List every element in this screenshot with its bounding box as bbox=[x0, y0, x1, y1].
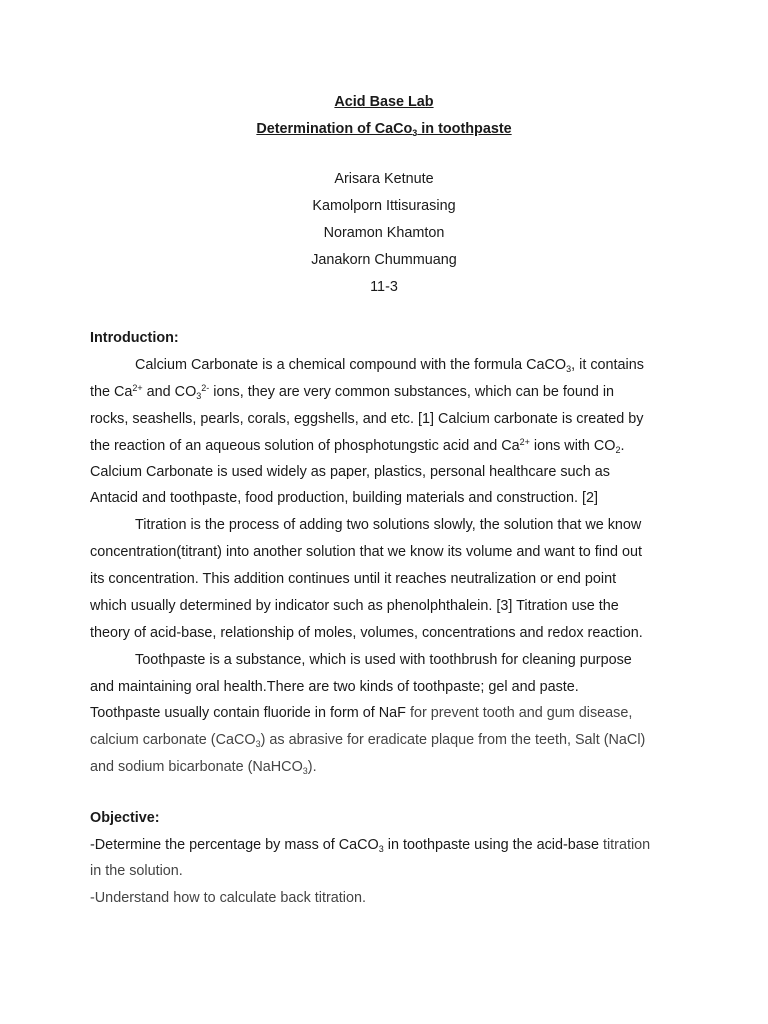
author-name: Kamolporn Ittisurasing bbox=[312, 198, 456, 214]
text-run: Toothpaste usually contain fluoride in form of NaF bbox=[90, 705, 410, 721]
class-section: 11-3 bbox=[370, 279, 398, 295]
intro-p2-line: which usually determined by indicator such as phenolphthalein. [3] Titration use the bbox=[90, 598, 619, 614]
intro-p3-line: Toothpaste is a substance, which is used with toothbrush for cleaning purpose bbox=[135, 652, 632, 668]
text-run: Calcium Carbonate is a chemical compound with the formula CaCO bbox=[135, 357, 567, 373]
objective-line bbox=[90, 837, 650, 853]
intro-p2-line: its concentration. This addition continues until it reaches neutralization or end point bbox=[90, 571, 617, 587]
subscript: 3 bbox=[196, 391, 202, 401]
subtitle-subscript: 3 bbox=[412, 128, 418, 138]
text-run: and sodium bicarbonate (NaHCO bbox=[90, 759, 303, 775]
objective-line: -Understand how to calculate back titration. bbox=[90, 890, 366, 906]
text-run: -Determine the percentage by mass of CaCO bbox=[90, 837, 379, 853]
subscript: 3 bbox=[378, 844, 384, 854]
text-run: titration bbox=[602, 837, 651, 853]
intro-p2-line: Titration is the process of adding two solutions slowly, the solution that we know bbox=[135, 517, 642, 533]
text-run: ions with CO bbox=[529, 438, 616, 454]
text-run: calcium carbonate (CaCO bbox=[90, 732, 256, 748]
intro-p3-line: and maintaining oral health.There are two kinds of toothpaste; gel and paste. bbox=[90, 679, 579, 695]
subscript: 2 bbox=[615, 445, 621, 455]
intro-p1-line bbox=[90, 438, 625, 454]
intro-p2-line: theory of acid-base, relationship of moles, volumes, concentrations and redox reaction. bbox=[90, 625, 643, 641]
intro-p3-line bbox=[90, 705, 632, 721]
subtitle-text-pre: Determination of CaCo bbox=[256, 121, 413, 137]
author-name: Arisara Ketnute bbox=[334, 171, 434, 187]
text-run: ions, they are very common substances, which can be found in bbox=[209, 384, 615, 400]
intro-p1-line: rocks, seashells, pearls, corals, eggshells, and etc. [1] Calcium carbonate is created by bbox=[90, 411, 644, 427]
intro-p3-line bbox=[90, 759, 317, 775]
text-run: the reaction of an aqueous solution of phosphotungstic acid and Ca bbox=[90, 438, 520, 454]
objective-heading: Objective: bbox=[90, 810, 160, 826]
intro-p1-line bbox=[135, 357, 644, 373]
subscript: 3 bbox=[255, 739, 261, 749]
introduction-heading: Introduction: bbox=[90, 330, 179, 346]
text-run: the Ca bbox=[90, 384, 133, 400]
superscript: 2- bbox=[201, 383, 210, 393]
text-run: in toothpaste using the acid-base bbox=[383, 837, 603, 853]
text-run: ). bbox=[307, 759, 317, 775]
author-name: Janakorn Chummuang bbox=[311, 252, 457, 268]
document-title bbox=[0, 94, 768, 110]
text-run: . bbox=[620, 438, 625, 454]
intro-p1-line bbox=[90, 384, 614, 400]
superscript: 2+ bbox=[132, 383, 143, 393]
superscript: 2+ bbox=[519, 437, 530, 447]
intro-p1-line: Calcium Carbonate is used widely as paper, plastics, personal healthcare such as bbox=[90, 464, 610, 480]
subscript: 3 bbox=[566, 364, 572, 374]
intro-p1-line: Antacid and toothpaste, food production, building materials and construction. [2] bbox=[90, 490, 598, 506]
text-run: and CO bbox=[142, 384, 197, 400]
author-name: Noramon Khamton bbox=[323, 225, 445, 241]
intro-p2-line: concentration(titrant) into another solution that we know its volume and want to find out bbox=[90, 544, 642, 560]
title-text: Acid Base Lab bbox=[334, 94, 434, 110]
document-subtitle bbox=[0, 121, 768, 137]
subscript: 3 bbox=[302, 766, 308, 776]
subtitle-text-post: in toothpaste bbox=[417, 121, 512, 137]
intro-p3-line bbox=[90, 732, 645, 748]
objective-line: in the solution. bbox=[90, 863, 183, 879]
text-run: ) as abrasive for eradicate plaque from the teeth, Salt (NaCl) bbox=[260, 732, 646, 748]
text-run: for prevent tooth and gum disease, bbox=[409, 705, 633, 721]
text-run: , it contains bbox=[571, 357, 644, 373]
